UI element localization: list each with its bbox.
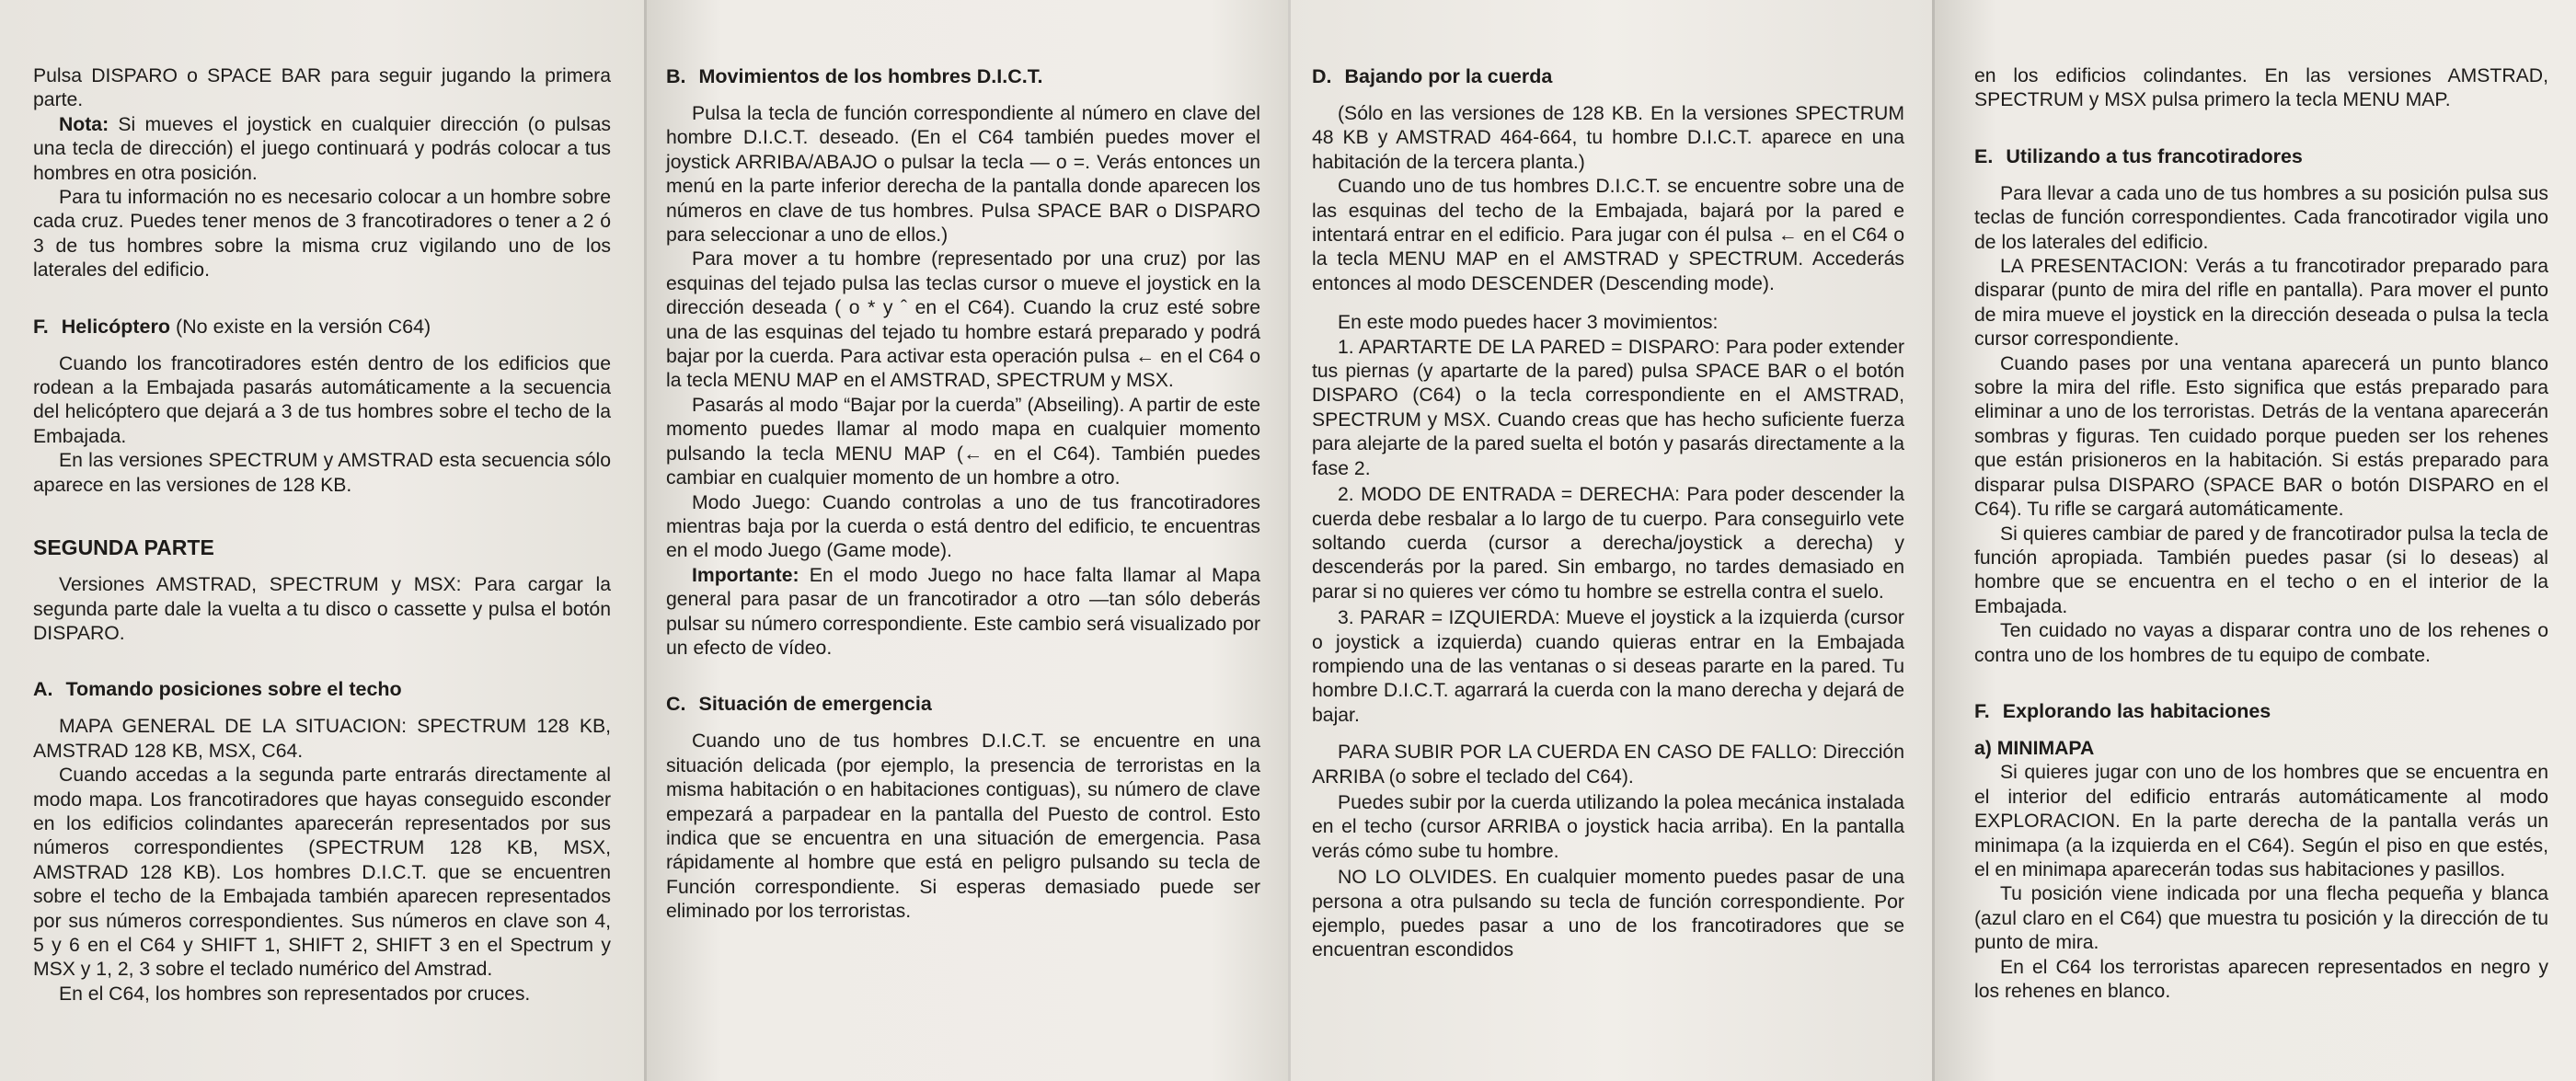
paragraph-text: Cuando los francotiradores estén dentro de los edificios que rodean a la Embajada pasarás automáticamente a la secuencia del helicóptero que dejará a 3 de tus hombres sobre el techo de la Embajada. xyxy=(33,352,611,447)
section-letter: C. xyxy=(666,693,686,716)
paragraph-text: Cuando uno de tus hombres D.I.C.T. se encuentre en una situación delicada (por ejemplo, la presencia de terroristas en la misma habitación o en habitaciones contiguas), su número de clave empezará a parpadear en la pantalla del Puesto de control. Esto indica que se encuentra en una situación de emergencia. Pasa rápidamente al hombre que está en peligro pulsando su tecla de Función correspondiente. Si esperas demasiado puede ser eliminado por los terroristas. xyxy=(666,730,1260,923)
paragraph-text: Modo Juego: Cuando controlas a uno de tus francotiradores mientras baja por la cuerda o está dentro del edificio, te encuentras en el modo Juego (Game mode). xyxy=(666,491,1260,562)
paragraph-text: Cuando pases por una ventana aparecerá un punto blanco sobre la mira del rifle. Esto significa que estás preparado para eliminar a uno de los terroristas. Detrás de la ventana aparecerán sombras y figuras. Ten cuidado porque pueden ser los rehenes que están prisioneros en la habitación. Si estás preparado para disparar pulsa DISPARO (SPACE BAR o botón DISPARO en el C64). Tu rifle se cargará automáticamente. xyxy=(1974,352,2548,521)
fold-line xyxy=(1932,0,1935,1081)
section-title: Movimientos de los hombres D.I.C.T. xyxy=(698,65,1043,87)
section-letter: F. xyxy=(1974,699,1990,722)
paragraph-text: Puedes subir por la cuerda utilizando la polea mecánica instalada en el techo (cursor ARRIBA o joystick hacia arriba). En la pantalla verás cómo sube tu hombre. xyxy=(1312,791,1904,862)
paragraph-text: Pulsa la tecla de función correspondiente al número en clave del hombre D.I.C.T. deseado. (En el C64 también puedes mover el joystick ARRIBA/ABAJO o pulsar la tecla — o =. Verás entonces un menú en la parte inferior derecha de la pantalla donde aparecen los números en clave de tus hombres. Pulsa SPACE BAR o DISPARO para seleccionar a uno de ellos.) xyxy=(666,103,1260,247)
paragraph-text: PARA SUBIR POR LA CUERDA EN CASO DE FALLO: Dirección ARRIBA (o sobre el teclado del C64). xyxy=(1312,742,1904,788)
paragraph xyxy=(33,983,611,1006)
column-4 xyxy=(1974,64,2548,1004)
bold-lead: a) MINIMAPA xyxy=(1974,737,2095,759)
section-note: (No existe en la versión C64) xyxy=(170,315,431,338)
paragraph xyxy=(1974,64,2548,113)
paragraph-text: Tu posición viene indicada por una flecha pequeña y blanca (azul claro en el C64) que muestra tu posición y la dirección de tu punto de mira. xyxy=(1974,883,2548,954)
section-letter: F. xyxy=(33,315,49,338)
paragraph xyxy=(1974,523,2548,620)
paragraph-text: En las versiones SPECTRUM y AMSTRAD esta secuencia sólo aparece en las versiones de 128 KB. xyxy=(33,450,611,496)
column-3 xyxy=(1312,64,1904,963)
paragraph-text: Cuando accedas a la segunda parte entrarás directamente al modo mapa. Los francotiradores que hayas conseguido esconder en los edificios colindantes aparecerán representados por sus números correspondientes (SPECTRUM 128 KB, MSX, AMSTRAD 128 KB). Los hombres D.I.C.T. que se encuentren sobre el techo de la Embajada también aparecen representados por sus números correspondientes. Sus números en clave son 4, 5 y 6 en el C64 y SHIFT 1, SHIFT 2, SHIFT 3 en el Spectrum y MSX y 1, 2, 3 sobre el teclado numérico del Amstrad. xyxy=(33,765,611,981)
section-letter: E. xyxy=(1974,144,1994,167)
paragraph-text: Para llevar a cada uno de tus hombres a su posición pulsa sus teclas de función correspondientes. Cada francotirador vigila uno de los laterales del edificio. xyxy=(1974,182,2548,253)
bold-lead: Importante: xyxy=(692,564,799,586)
paragraph xyxy=(1974,761,2548,882)
section-title: Situación de emergencia xyxy=(698,693,932,716)
paragraph-text: Si quieres jugar con uno de los hombres que se encuentra en el interior del edificio entrarás automáticamente al modo EXPLORACION. En la parte derecha de la pantalla verás un minimapa (a la izquierda en el C64). Según el piso en que estés, el en minimapa aparecerán todas sus habitaciones y pasillos. xyxy=(1974,762,2548,880)
section-heading xyxy=(1974,144,2548,169)
section-heading xyxy=(1312,64,1904,89)
paragraph-text: Ten cuidado no vayas a disparar contra uno de los rehenes o contra uno de los hombres de tu equipo de combate. xyxy=(1974,620,2548,666)
paragraph-text: En el C64 los terroristas aparecen representados en negro y los rehenes en blanco. xyxy=(1974,956,2548,1002)
section-title: SEGUNDA PARTE xyxy=(33,535,214,560)
fold-line xyxy=(1288,0,1291,1081)
section-title: Tomando posiciones sobre el techo xyxy=(65,678,402,701)
paragraph xyxy=(33,352,611,450)
paragraph-text: NO LO OLVIDES. En cualquier momento puedes pasar de una persona a otra pulsando su tecla de función correspondiente. Por ejemplo, puedes pasar a uno de los francotiradores que se encuentran escondidos xyxy=(1312,867,1904,961)
paragraph xyxy=(33,64,611,113)
paragraph xyxy=(1974,182,2548,255)
paragraph xyxy=(33,113,611,186)
paragraph-text: Pulsa DISPARO o SPACE BAR para seguir jugando la primera parte. xyxy=(33,65,611,111)
paragraph-text: Si mueves el joystick en cualquier dirección (o pulsas una tecla de dirección) el juego continuará y podrás colocar a tus hombres en otra posición. xyxy=(33,113,611,184)
section-heading xyxy=(33,535,611,560)
paragraph-text: (Sólo en las versiones de 128 KB. En la versiones SPECTRUM 48 KB y AMSTRAD 464-664, tu hombre D.I.C.T. aparece en una habitación de la tercera planta.) xyxy=(1312,103,1904,173)
column-2 xyxy=(666,64,1260,925)
paragraph xyxy=(666,491,1260,564)
paragraph-text: MAPA GENERAL DE LA SITUACION: SPECTRUM 128 KB, AMSTRAD 128 KB, MSX, C64. xyxy=(33,716,611,762)
column-1 xyxy=(33,64,611,1006)
paragraph xyxy=(1312,102,1904,175)
paragraph-text: Pasarás al modo “Bajar por la cuerda” (Abseiling). A partir de este momento puedes llamar al modo mapa en cualquier momento pulsando la tecla MENU MAP (← en el C64). También puedes cambiar en cualquier momento de un hombre a otro. xyxy=(666,394,1260,489)
paragraph xyxy=(33,449,611,498)
section-heading xyxy=(33,315,611,339)
paragraph xyxy=(1974,352,2548,523)
paragraph-text: Si quieres cambiar de pared y de francotirador pulsa la tecla de función apropiada. También puedes pasar (si lo deseas) al hombre que se encuentra en el techo o en el interior de la Embajada. xyxy=(1974,523,2548,617)
paragraph-text: En el modo Juego no hace falta llamar al Mapa general para pasar de un francotirador a otro —tan sólo deberás pulsar su número correspondiente. Este cambio será visualizado por un efecto de vídeo. xyxy=(666,564,1260,659)
paragraph-text: en los edificios colindantes. En las versiones AMSTRAD, SPECTRUM y MSX pulsa primero la tecla MENU MAP. xyxy=(1974,65,2548,111)
paragraph xyxy=(33,715,611,764)
paragraph xyxy=(33,764,611,983)
page-4 xyxy=(1932,0,2576,1081)
section-letter: D. xyxy=(1312,65,1332,87)
paragraph xyxy=(1312,483,1904,604)
section-letter: B. xyxy=(666,65,686,87)
section-title: Explorando las habitaciones xyxy=(2002,699,2271,722)
paragraph-text: LA PRESENTACION: Verás a tu francotirador preparado para disparar (punto de mira del rifle en pantalla). Para mover el punto de mira mueve el joystick en la dirección deseada o pulsa la tecla cursor correspondiente. xyxy=(1974,256,2548,351)
paragraph-text: En este modo puedes hacer 3 movimientos: xyxy=(1338,312,1719,334)
paragraph-text: Cuando uno de tus hombres D.I.C.T. se encuentre sobre una de las esquinas del techo de la Embajada, bajará por la pared e intentará entrar en el edificio. Para jugar con él pulsa ← en el C64 o la tecla MENU MAP en el AMSTRAD y SPECTRUM. Accederás entonces al modo DESCENDER (Descending mode). xyxy=(1312,176,1904,294)
paragraph xyxy=(1312,791,1904,864)
paragraph xyxy=(1974,882,2548,955)
paragraph xyxy=(1974,619,2548,668)
section-heading xyxy=(33,677,611,702)
page-1 xyxy=(0,0,644,1081)
paragraph-text: Para mover a tu hombre (representado por una cruz) por las esquinas del tejado pulsa las teclas cursor o mueve el joystick en la dirección deseada ( o * y ˆ en el C64). Cuando la cruz esté sobre una de las esquinas del tejado tu hombre estará preparado y podrá bajar por la cuerda. Para activar esta operación pulsa ← en el C64 o la tecla MENU MAP en el AMSTRAD, SPECTRUM y MSX. xyxy=(666,248,1260,392)
section-title: Helicóptero xyxy=(61,315,171,338)
paragraph xyxy=(1312,311,1904,335)
section-heading xyxy=(666,692,1260,717)
section-title: Bajando por la cuerda xyxy=(1344,65,1553,87)
bold-lead: Nota: xyxy=(59,113,109,135)
section-heading xyxy=(666,64,1260,89)
paragraph-text: Versiones AMSTRAD, SPECTRUM y MSX: Para cargar la segunda parte dale la vuelta a tu disco o cassette y pulsa el botón DISPARO. xyxy=(33,574,611,644)
paragraph xyxy=(1312,741,1904,789)
paragraph xyxy=(1312,866,1904,963)
section-heading xyxy=(1974,699,2548,724)
paragraph-text: 3. PARAR = IZQUIERDA: Mueve el joystick a la izquierda (cursor o joystick a izquierda) cuando quieras entrar en la Embajada rompiendo una de las ventanas o si deseas pararte en la pared. Tu hombre D.I.C.T. agarrará la cuerda con la mano derecha y dejará de bajar. xyxy=(1312,607,1904,726)
paragraph xyxy=(1312,606,1904,728)
paragraph xyxy=(666,564,1260,661)
paragraph xyxy=(1312,175,1904,296)
paragraph-text: Para tu información no es necesario colocar a un hombre sobre cada cruz. Puedes tener menos de 3 francotiradores o tener a 2 ó 3 de tus hombres sobre la misma cruz vigilando uno de los laterales del edificio. xyxy=(33,187,611,282)
paragraph xyxy=(666,730,1260,924)
paragraph-text: 2. MODO DE ENTRADA = DERECHA: Para poder descender la cuerda debe resbalar a lo largo de tu cuerpo. Para conseguirlo vete soltando cuerda (cursor a derecha/joystick a derecha) y descenderás por la pared. Sin embargo, no tardes demasiado en parar si no quieres ver cómo tu hombre se estrella contra el suelo. xyxy=(1312,484,1904,603)
paragraph xyxy=(33,573,611,646)
paragraph xyxy=(666,394,1260,491)
paragraph xyxy=(1312,336,1904,481)
section-letter: A. xyxy=(33,678,53,701)
paragraph xyxy=(33,186,611,283)
paragraph xyxy=(1974,737,2548,761)
page-3 xyxy=(1288,0,1932,1081)
section-title: Utilizando a tus francotiradores xyxy=(2006,144,2303,167)
paragraph xyxy=(666,102,1260,247)
paragraph-text: 1. APARTARTE DE LA PARED = DISPARO: Para poder extender tus piernas (y apartarte de la pared) pulsa SPACE BAR o el botón DISPARO (C64) o la tecla correspondiente en el AMSTRAD, SPECTRUM y MSX. Cuando creas que has hecho suficiente fuerza para alejarte de la pared suelta el botón y pasarás directamente a la fase 2. xyxy=(1312,336,1904,479)
paragraph xyxy=(666,247,1260,393)
paragraph-text: En el C64, los hombres son representados por cruces. xyxy=(59,983,531,1005)
paragraph xyxy=(1974,255,2548,352)
fold-line xyxy=(644,0,647,1081)
paragraph xyxy=(1974,956,2548,1005)
page-2 xyxy=(644,0,1288,1081)
